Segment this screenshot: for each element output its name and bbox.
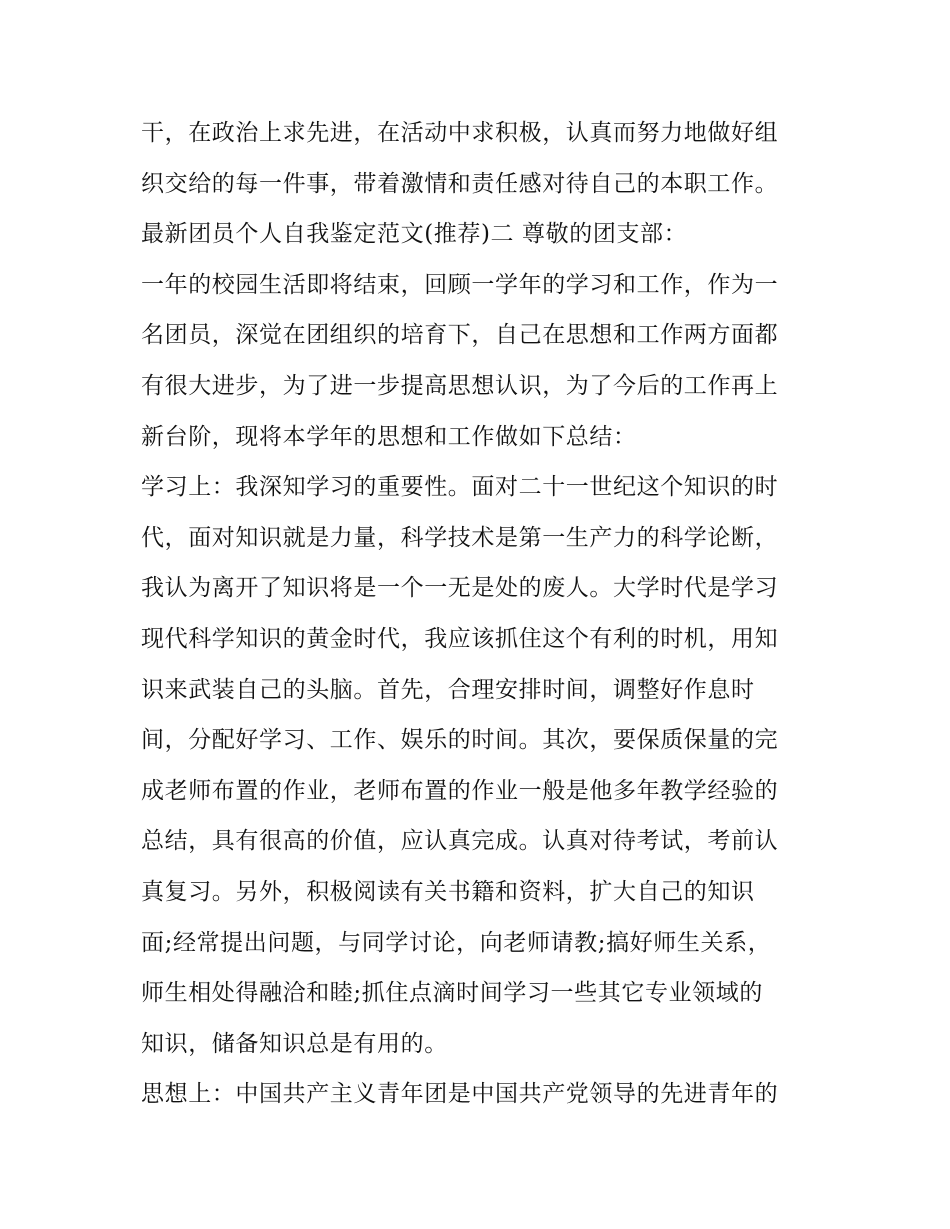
text-line: 织交给的每一件事，带着激情和责任感对待自己的本职工作。 [141, 170, 779, 197]
section-heading-line: 最新团员个人自我鉴定范文(推荐)二 尊敬的团支部： [141, 221, 688, 248]
text-line: 成老师布置的作业，老师布置的作业一般是他多年教学经验的 [141, 777, 779, 804]
document-body [141, 108, 821, 1120]
text-line: 名团员，深觉在团组织的培育下，自己在思想和工作两方面都 [141, 322, 779, 349]
text-line: 识来武装自己的头脑。首先，合理安排时间，调整好作息时 [141, 676, 755, 703]
text-line: 师生相处得融洽和睦;抓住点滴时间学习一些其它专业领域的 [141, 980, 763, 1007]
text-line: 一年的校园生活即将结束，回顾一学年的学习和工作，作为一 [141, 271, 779, 298]
text-line: 有很大进步，为了进一步提高思想认识，为了今后的工作再上 [141, 372, 779, 399]
text-line: 学习上：我深知学习的重要性。面对二十一世纪这个知识的时 [141, 474, 779, 501]
text-line: 真复习。另外，积极阅读有关书籍和资料，扩大自己的知识 [141, 878, 755, 905]
text-line: 干，在政治上求先进，在活动中求积极，认真而努力地做好组 [141, 120, 779, 146]
text-line: 总结，具有很高的价值，应认真完成。认真对待考试，考前认 [141, 828, 779, 855]
text-line: 面;经常提出问题，与同学讨论，向老师请教;搞好师生关系， [141, 929, 772, 956]
text-line: 代，面对知识就是力量，科学技术是第一生产力的科学论断， [141, 524, 779, 551]
text-line: 新台阶，现将本学年的思想和工作做如下总结： [141, 423, 637, 450]
text-line: 现代科学知识的黄金时代，我应该抓住这个有利的时机，用知 [141, 625, 779, 652]
text-line: 间，分配好学习、工作、娱乐的时间。其次，要保质保量的完 [141, 727, 779, 754]
text-line: 思想上：中国共产主义青年团是中国共产党领导的先进青年的 [141, 1081, 779, 1108]
text-line: 我认为离开了知识将是一个一无是处的废人。大学时代是学习 [141, 575, 779, 602]
text-line: 知识，储备知识总是有用的。 [141, 1030, 448, 1057]
